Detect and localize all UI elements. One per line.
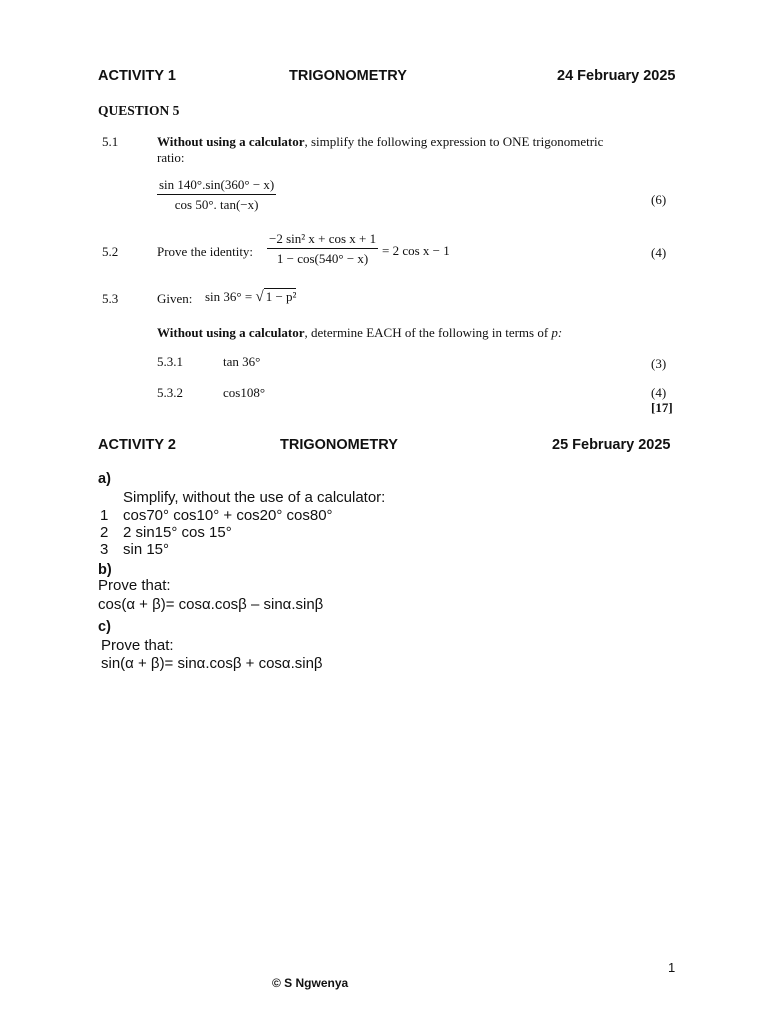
activity1-date: 24 February 2025: [557, 68, 676, 84]
activity2-label: ACTIVITY 2: [98, 437, 176, 453]
part-a-item1-number: 1: [100, 507, 109, 524]
q51-numerator: sin 140°.sin(360° − x): [157, 177, 276, 195]
part-b-prove: Prove that:: [98, 577, 171, 594]
q52-fraction: [267, 231, 378, 267]
q53-bold-lead: Without using a calculator: [157, 325, 305, 340]
part-a-item2-number: 2: [100, 524, 109, 541]
part-c-identity: sin(α + β)= sinα.cosβ + cosα.sinβ: [101, 655, 323, 672]
activity2-date: 25 February 2025: [552, 437, 671, 453]
q53-number: 5.3: [102, 291, 119, 306]
activity2-subject: TRIGONOMETRY: [280, 437, 398, 453]
q53-given-lhs: sin 36° =: [205, 289, 253, 304]
q51-marks: (6): [651, 192, 667, 207]
part-a-item2-expr: 2 sin15° cos 15°: [123, 524, 232, 541]
part-b-label: b): [98, 562, 112, 578]
question-heading: QUESTION 5: [98, 103, 180, 118]
q53-text-var: p:: [551, 325, 563, 340]
q53-given-expr: [205, 289, 296, 306]
q52-denominator: 1 − cos(540° − x): [276, 251, 369, 266]
q51-denominator: cos 50°. tan(−x): [174, 197, 259, 212]
q531-number: 5.3.1: [157, 354, 183, 369]
q51-text: [157, 134, 657, 150]
part-a-item3-expr: sin 15°: [123, 541, 170, 558]
q52-marks: (4): [651, 245, 667, 260]
q52-number: 5.2: [102, 244, 119, 259]
q531-expr: tan 36°: [223, 354, 261, 369]
part-c-label: c): [98, 619, 111, 635]
q53-given-radicand: 1 − p²: [265, 289, 297, 304]
q53-text-rest: , determine EACH of the following in terms of: [304, 325, 549, 340]
activity1-label: ACTIVITY 1: [98, 68, 176, 84]
q51-text-rest: , simplify the following expression to ONE trigonometric: [304, 134, 604, 149]
q531-marks: (3): [651, 356, 667, 371]
q53-given-label: Given:: [157, 291, 193, 306]
q532-number: 5.3.2: [157, 385, 183, 400]
q53-instruction: [157, 325, 657, 341]
q51-fraction: [157, 177, 276, 213]
part-b-identity: cos(α + β)= cosα.cosβ – sinα.sinβ: [98, 596, 324, 613]
q52-rhs: = 2 cos x − 1: [382, 243, 450, 258]
sqrt-icon: √: [255, 289, 264, 305]
q52-lead: Prove the identity:: [157, 244, 254, 259]
q51-bold-lead: Without using a calculator: [157, 134, 305, 149]
q51-text-line2: ratio:: [157, 150, 185, 165]
q52-numerator: −2 sin² x + cos x + 1: [267, 231, 378, 249]
q53-total: [17]: [651, 400, 673, 415]
q532-expr: cos108°: [223, 385, 266, 400]
q51-number: 5.1: [102, 134, 119, 149]
copyright: © S Ngwenya: [272, 976, 349, 990]
part-a-label: a): [98, 471, 111, 487]
part-a-item1-expr: cos70° cos10° + cos20° cos80°: [123, 507, 333, 524]
activity1-subject: TRIGONOMETRY: [289, 68, 407, 84]
q532-marks: (4): [651, 385, 667, 400]
part-c-prove: Prove that:: [101, 637, 174, 654]
page-number: 1: [668, 960, 676, 975]
part-a-instruction: Simplify, without the use of a calculator:: [123, 489, 386, 506]
part-a-item3-number: 3: [100, 541, 109, 558]
